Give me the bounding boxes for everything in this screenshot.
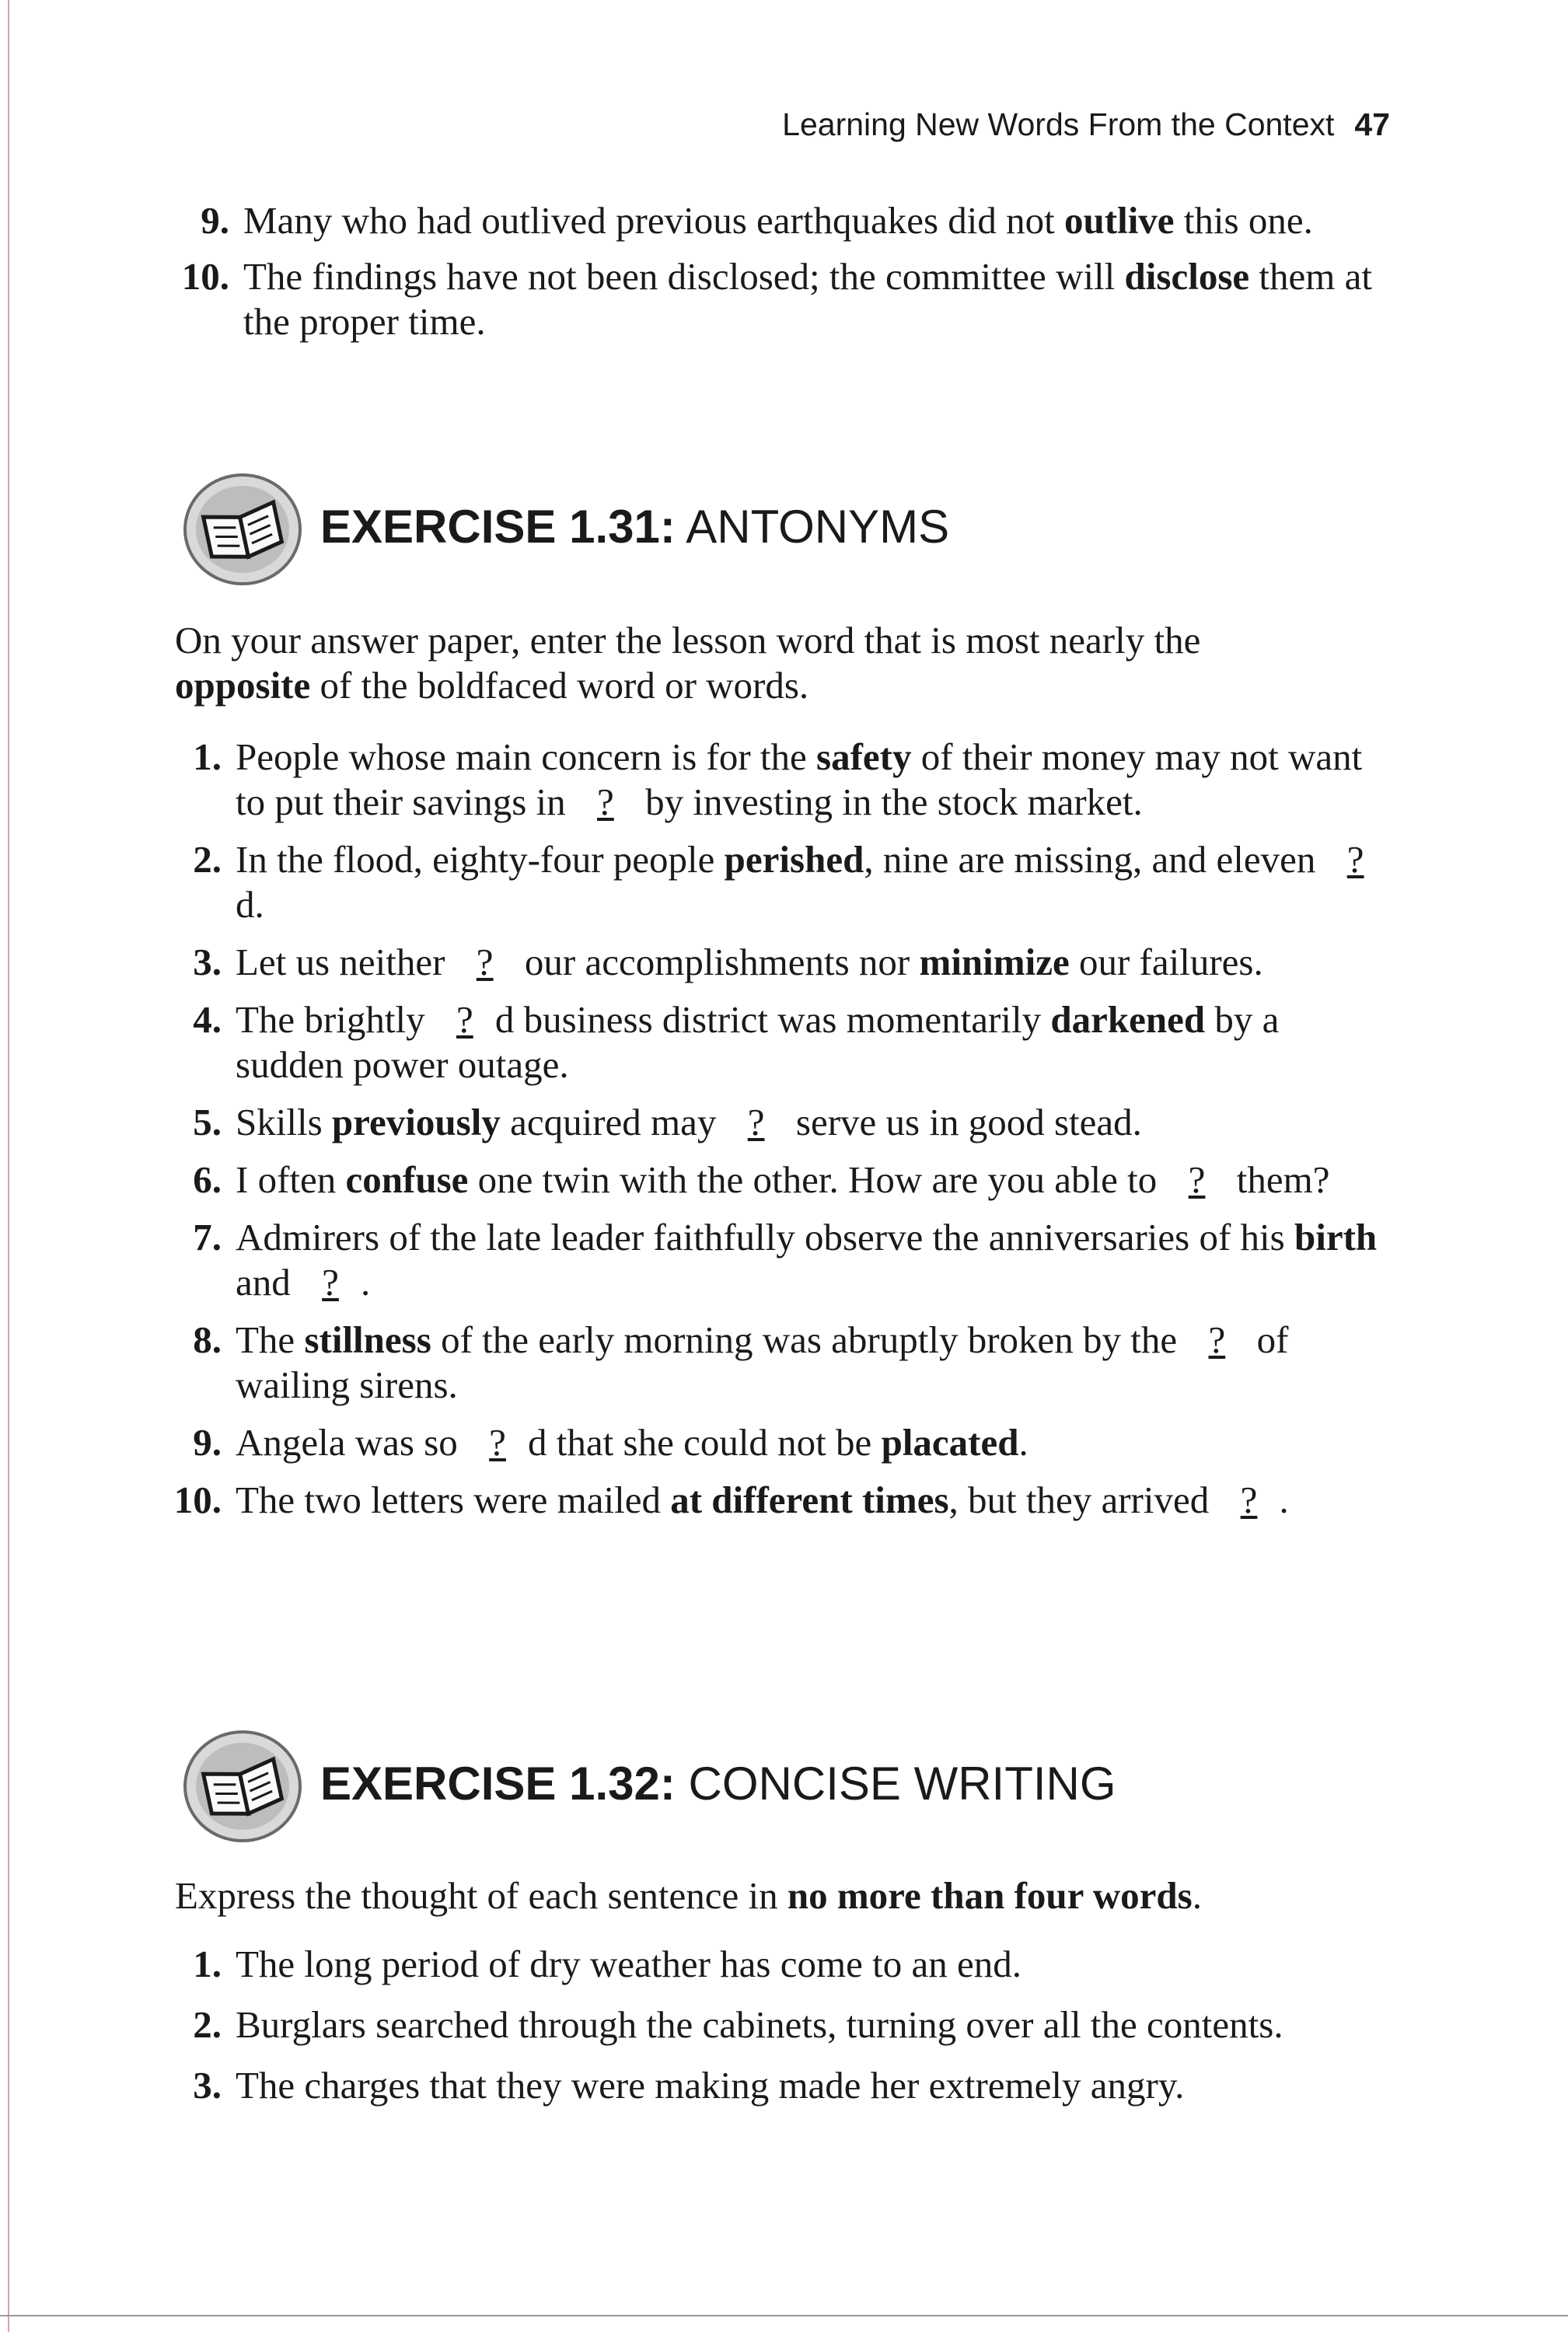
instruction-text: of the boldfaced word or words. [310, 664, 809, 707]
item-number: 8. [193, 1318, 222, 1361]
item-number: 10. [173, 1478, 222, 1521]
item-text: Skills [236, 1101, 332, 1143]
bold-word: stillness [304, 1318, 431, 1361]
list-item [175, 254, 1411, 344]
item-text: The charges that they were making made her extremely angry. [236, 2064, 1185, 2107]
bold-word: perished [724, 838, 864, 881]
item-text: our accomplishments nor [515, 941, 920, 983]
item-text: them at the proper time. [243, 255, 1373, 343]
item-number: 1. [193, 735, 222, 778]
item-text: The brightly [236, 998, 435, 1041]
item-number: 3. [193, 941, 222, 983]
item-text: d business district was momentarily [494, 998, 1051, 1041]
answer-blank: ? [1240, 1478, 1258, 1521]
item-text: by investing in the stock market. [635, 780, 1143, 823]
list-item [175, 198, 1411, 243]
exercise-label: EXERCISE 1.32: [320, 1758, 676, 1810]
item-text: . [361, 1261, 371, 1304]
item-text: The two letters were mailed [236, 1478, 671, 1521]
item-number: 6. [193, 1158, 222, 1201]
item-text: Admirers of the late leader faithfully observe the anniversaries of his [236, 1216, 1294, 1259]
exercise-instructions [175, 1873, 1388, 1918]
answer-blank: ? [1208, 1318, 1226, 1361]
bold-word: outlive [1064, 199, 1175, 242]
item-text: Burglars searched through the cabinets, turning over all the contents. [236, 2003, 1283, 2046]
item-text: People whose main concern is for the [236, 735, 817, 778]
list-item [167, 1318, 1395, 1408]
bold-word: no more than four words [787, 1874, 1193, 1917]
item-text: . [1279, 1478, 1289, 1521]
item-number: 1. [193, 1943, 222, 1985]
answer-blank: ? [456, 998, 473, 1041]
item-number: 2. [193, 2003, 222, 2046]
concise-writing-list [167, 1942, 1380, 2108]
list-item [167, 997, 1395, 1087]
list-item [167, 1100, 1395, 1145]
bold-word: disclose [1124, 255, 1250, 298]
book-icon [180, 1727, 305, 1844]
list-item [167, 1157, 1395, 1203]
item-text: by a sudden power outage. [236, 998, 1280, 1086]
item-text: acquired may [500, 1101, 726, 1143]
exercise-label: EXERCISE 1.31: [320, 501, 676, 553]
exercise-topic: CONCISE WRITING [675, 1758, 1116, 1810]
answer-blank: ? [476, 941, 494, 983]
item-number: 10. [181, 255, 229, 298]
bold-word: at different times [670, 1478, 949, 1521]
list-item [167, 2002, 1380, 2047]
item-text: , nine are missing, and eleven [864, 838, 1325, 881]
previous-exercise-list [175, 198, 1411, 344]
antonyms-list [167, 735, 1395, 1523]
item-text: The [236, 1318, 305, 1361]
list-item [167, 1478, 1395, 1523]
item-text: I often [236, 1158, 346, 1201]
item-text: d. [236, 883, 264, 926]
item-text: serve us in good stead. [786, 1101, 1142, 1143]
item-text: In the flood, eighty-four people [236, 838, 725, 881]
bold-word: darkened [1050, 998, 1206, 1041]
list-item [167, 1942, 1380, 1987]
item-number: 9. [201, 199, 229, 242]
exercise-instructions [175, 618, 1388, 708]
answer-blank: ? [597, 780, 614, 823]
answer-blank: ? [1346, 838, 1364, 881]
running-title: Learning New Words From the Context [782, 106, 1335, 142]
item-number: 5. [193, 1101, 222, 1143]
exercise-title [320, 500, 949, 554]
list-item [167, 1215, 1395, 1305]
item-number: 9. [193, 1421, 222, 1464]
item-number: 4. [193, 998, 222, 1041]
answer-blank: ? [747, 1101, 765, 1143]
book-icon [180, 470, 305, 587]
bold-word: safety [816, 735, 912, 778]
instruction-text: On your answer paper, enter the lesson word that is most nearly the [175, 619, 1201, 662]
list-item [167, 2063, 1380, 2108]
item-text: Angela was so [236, 1421, 468, 1464]
item-text: of their money may not want to put their savings in [236, 735, 1363, 823]
item-text: this one. [1174, 199, 1313, 242]
answer-blank: ? [322, 1261, 339, 1304]
list-item [167, 837, 1395, 927]
answer-blank: ? [1188, 1158, 1206, 1201]
item-number: 2. [193, 838, 222, 881]
item-text: of the early morning was abruptly broken by the [431, 1318, 1187, 1361]
item-text: The long period of dry weather has come to an end. [236, 1943, 1021, 1985]
exercise-title [320, 1757, 1116, 1811]
page-number: 47 [1354, 106, 1390, 142]
bold-word: previously [331, 1101, 501, 1143]
bold-word: opposite [175, 664, 311, 707]
page-bottom-edge [0, 2315, 1568, 2316]
item-text: our failures. [1069, 941, 1263, 983]
bold-word: confuse [345, 1158, 469, 1201]
list-item [167, 940, 1395, 985]
item-text: . [1018, 1421, 1028, 1464]
item-text: d that she could not be [528, 1421, 882, 1464]
item-text: them? [1227, 1158, 1330, 1201]
bold-word: birth [1294, 1216, 1378, 1259]
answer-blank: ? [489, 1421, 506, 1464]
item-text: of wailing sirens. [236, 1318, 1289, 1406]
running-header [0, 101, 1390, 148]
page-edge [8, 0, 9, 2332]
bold-word: placated [881, 1421, 1019, 1464]
item-text: Many who had outlived previous earthquakes did not [243, 199, 1065, 242]
item-text: one twin with the other. How are you able to [468, 1158, 1167, 1201]
bold-word: minimize [919, 941, 1070, 983]
list-item [167, 1420, 1395, 1465]
item-text: , but they arrived [948, 1478, 1219, 1521]
instruction-text: Express the thought of each sentence in [175, 1874, 787, 1917]
item-text: Let us neither [236, 941, 455, 983]
instruction-text: . [1192, 1874, 1202, 1917]
list-item [167, 735, 1395, 825]
exercise-topic: ANTONYMS [675, 501, 950, 553]
item-text: and [236, 1261, 300, 1304]
item-text: The findings have not been disclosed; the committee will [243, 255, 1125, 298]
item-number: 3. [193, 2064, 222, 2107]
item-number: 7. [193, 1216, 222, 1259]
